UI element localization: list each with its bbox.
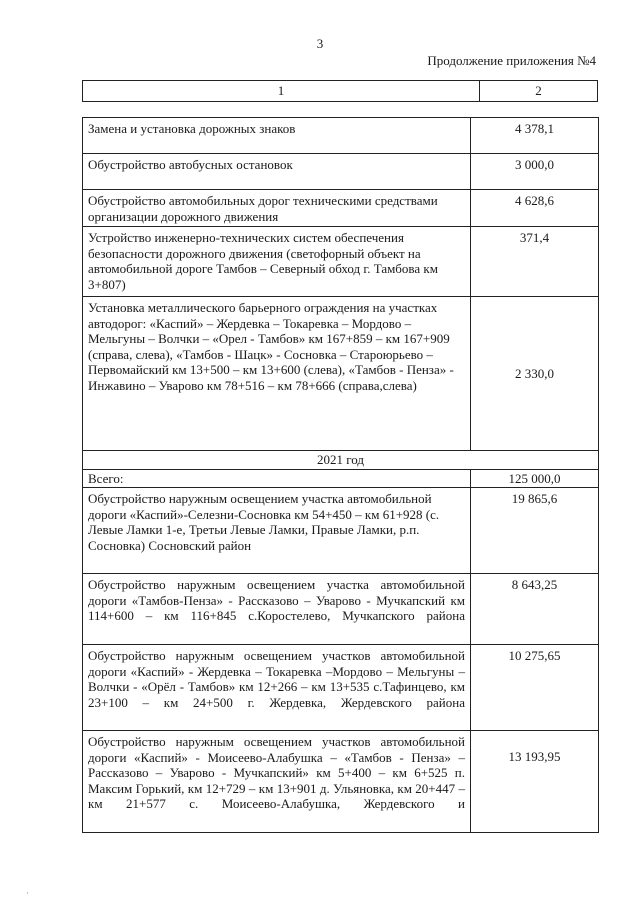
table-row (83, 190, 599, 227)
year-label: 2021 год (83, 451, 599, 470)
row-amount: 19 865,6 (471, 488, 599, 574)
row-description: Обустройство наружным освещением участка автомобильной дороги «Тамбов-Пенза» - Рассказово – Уварово - Мучкапский км 114+600 – км 116+845 с.Коростелево, Мучкапского района (83, 574, 471, 645)
scan-mark: · (26, 888, 29, 898)
column-header-table (82, 80, 598, 102)
row-description: Устройство инженерно-технических систем обеспечения безопасности дорожного движения (светофорный объект на автомобильной дороге Тамбов – Северный обход г. Тамбова км 3+807) (83, 227, 471, 297)
table-row (83, 118, 599, 154)
column-header-1: 1 (83, 81, 480, 101)
row-description: Замена и установка дорожных знаков (83, 118, 471, 154)
column-header-2: 2 (535, 83, 542, 98)
table-row (83, 731, 599, 833)
row-amount: 10 275,65 (471, 645, 599, 731)
table-row (83, 154, 599, 190)
row-amount: 2 330,0 (471, 297, 599, 451)
row-amount: 4 378,1 (471, 118, 599, 154)
budget-table (82, 117, 599, 833)
row-description: Установка металлического барьерного ограждения на участках автодорог: «Каспий» – Жердевка – Токаревка – Мордово – Мельгуны – Волчки – «Орел - Тамбов» км 167+859 – км 167+909 (справа, слева), «Тамбов - Шацк» - Сосновка – Староюрьево – Первомайский км 13+500 – км 13+600 (слева), «Тамбов - Пенза» - Инжавино – Уварово км 78+516 – км 78+666 (справа,слева) (83, 297, 471, 451)
row-amount: 3 000,0 (471, 154, 599, 190)
row-amount: 13 193,95 (471, 731, 599, 833)
page-number: 3 (316, 36, 324, 51)
row-description: Обустройство наружным освещением участков автомобильной дороги «Каспий» - Жердевка – Токаревка –Мордово – Мельгуны – Волчки - «Орёл - Тамбов» км 12+266 – км 13+535 с.Тафинцево, км 23+100 – км 24+500 г. Жердевка, Жердевского района (83, 645, 471, 731)
row-description: Обустройство наружным освещением участка автомобильной дороги «Каспий»-Селезни-Сосновка км 54+450 – км 61+928 (с. Левые Ламки 1-е, Третьи Левые Ламки, Правые Ламки, р.п. Сосновка) Сосновский район (83, 488, 471, 574)
table-row (83, 574, 599, 645)
table-row (83, 488, 599, 574)
row-description: Обустройство автобусных остановок (83, 154, 471, 190)
total-amount: 125 000,0 (471, 469, 599, 488)
row-description: Обустройство автомобильных дорог техническими средствами организации дорожного движения (83, 190, 471, 227)
table-row (83, 297, 599, 451)
year-row (83, 451, 599, 470)
row-amount: 4 628,6 (471, 190, 599, 227)
total-label: Всего: (83, 469, 471, 488)
row-amount: 371,4 (471, 227, 599, 297)
appendix-note: Продолжение приложения №4 (427, 53, 596, 68)
table-row (83, 645, 599, 731)
total-row (83, 469, 599, 488)
table-row (83, 227, 599, 297)
row-amount: 8 643,25 (471, 574, 599, 645)
row-description: Обустройство наружным освещением участков автомобильной дороги «Каспий» - Моисеево-Алабушка – «Тамбов - Пенза» – Рассказово – Уварово - Мучкапский» км 5+400 – км 6+525 п. Максим Горький, км 12+729 – км 13+901 д. Ульяновка, км 20+447 – км 21+577 с. Моисеево-Алабушка, Жердевского и (83, 731, 471, 833)
